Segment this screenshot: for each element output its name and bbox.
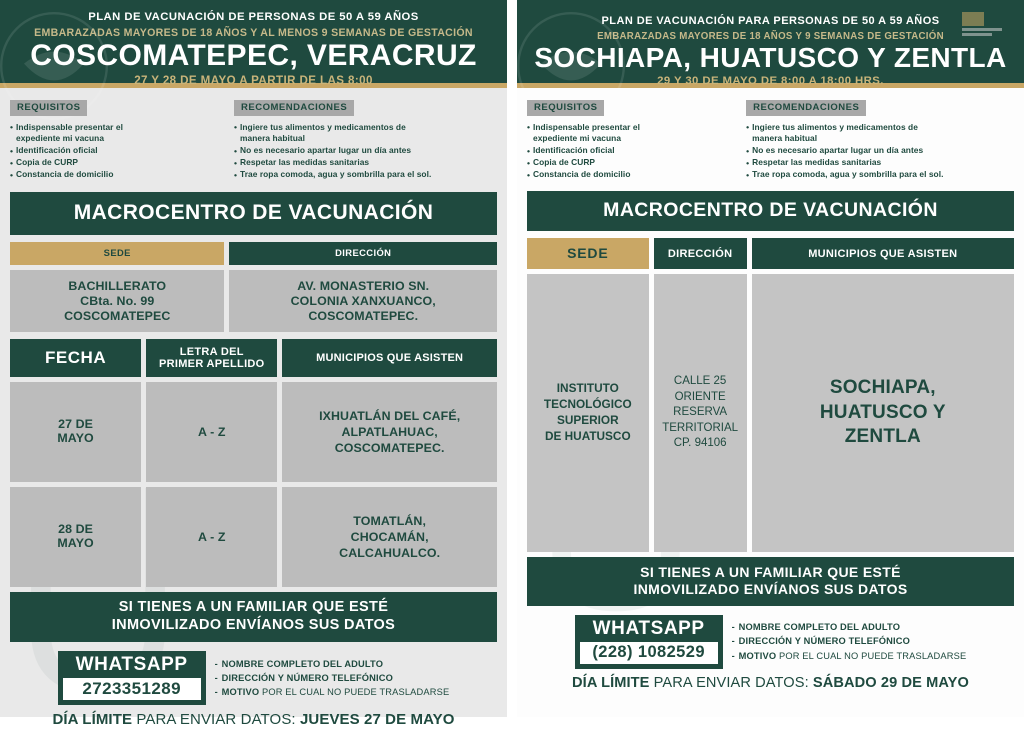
column-header-letra: LETRA DEL PRIMER APELLIDO — [146, 339, 277, 377]
table-row — [10, 270, 497, 332]
list-item: • Trae ropa comoda, agua y sombrilla para el sol. — [746, 169, 1014, 181]
sede-table — [527, 238, 1014, 552]
recomendaciones-block — [234, 97, 497, 181]
requisitos-block — [527, 97, 746, 181]
deadline-text: PARA ENVIAR DATOS: — [649, 674, 813, 691]
requisitos-title: REQUISITOS — [10, 100, 87, 116]
list-item: expediente mi vacuna — [16, 133, 105, 144]
list-item: • Ingiere tus alimentos y medicamentos de — [746, 122, 1014, 134]
list-item — [732, 620, 967, 634]
column-header-fecha: FECHA — [10, 339, 141, 377]
list-item: manera habitual — [240, 133, 305, 144]
item-bold: NOMBRE COMPLETO DEL ADULTO — [221, 658, 384, 669]
whatsapp-box[interactable] — [575, 615, 723, 669]
column-header-direccion: DIRECCIÓN — [654, 238, 747, 269]
macrocentro-banner: MACROCENTRO DE VACUNACIÓN — [10, 192, 497, 235]
header-city: COSCOMATEPEC, VERACRUZ — [30, 39, 477, 73]
header-line-1: PLAN DE VACUNACIÓN DE PERSONAS DE 50 A 59 AÑOS — [88, 11, 419, 23]
whatsapp-instructions — [215, 657, 450, 700]
list-item — [215, 671, 450, 685]
info-row — [527, 88, 1014, 181]
cell-municipios: TOMATLÁN, CHOCAMÁN, CALCAHUALCO. — [282, 487, 497, 587]
whatsapp-label: WHATSAPP — [75, 653, 188, 675]
cell-municipios: SOCHIAPA, HUATUSCO Y ZENTLA — [752, 274, 1014, 552]
cell-direccion: CALLE 25 ORIENTE RESERVA TERRITORIAL CP. 94106 — [654, 274, 747, 552]
table-header-row — [10, 339, 497, 377]
cell-fecha: 28 DE MAYO — [10, 487, 141, 587]
list-item: • Identificación oficial — [527, 145, 746, 157]
item-bold: DIRECCIÓN Y NÚMERO TELEFÓNICO — [738, 636, 911, 647]
list-item: • Indispensable presentar el — [10, 122, 234, 134]
list-item: • No es necesario apartar lugar un día antes — [746, 145, 1014, 157]
whatsapp-box[interactable] — [58, 651, 206, 705]
whatsapp-row — [10, 651, 497, 705]
list-item — [732, 649, 967, 663]
cell-sede: INSTITUTO TECNOLÓGICO SUPERIOR DE HUATUSCO — [527, 274, 649, 552]
item-normal: POR EL CUAL NO PUEDE TRASLADARSE — [776, 650, 967, 661]
deadline-line — [527, 675, 1014, 697]
info-row — [10, 88, 497, 181]
header-dates: 27 Y 28 DE MAYO A PARTIR DE LAS 8:00 — [134, 73, 373, 87]
list-item: • Constancia de domicilio — [527, 169, 746, 181]
table-row — [10, 382, 497, 482]
table-header-row — [527, 238, 1014, 269]
deadline-date: JUEVES 27 DE MAYO — [299, 711, 455, 729]
list-item: expediente mi vacuna — [533, 133, 622, 144]
macrocentro-banner: MACROCENTRO DE VACUNACIÓN — [527, 191, 1014, 231]
poster-body — [517, 88, 1024, 717]
deadline-label: DÍA LÍMITE — [52, 711, 133, 729]
poster-sochiapa — [517, 0, 1024, 717]
whatsapp-row — [527, 615, 1014, 669]
list-item: • Identificación oficial — [10, 145, 234, 157]
familiar-banner: SI TIENES A UN FAMILIAR QUE ESTÉ INMOVILIZADO ENVÍANOS SUS DATOS — [10, 592, 497, 642]
item-bold: DIRECCIÓN Y NÚMERO TELEFÓNICO — [221, 672, 394, 683]
header-dates: 29 Y 30 DE MAYO DE 8:00 A 18:00 HRS. — [657, 75, 884, 88]
item-bold: MOTIVO — [221, 687, 260, 698]
whatsapp-instructions — [732, 620, 967, 663]
list-item: • Copia de CURP — [527, 157, 746, 169]
list-item: • Trae ropa comoda, agua y sombrilla para el sol. — [234, 169, 497, 181]
list-item: • Indispensable presentar el — [527, 122, 746, 134]
recomendaciones-title: RECOMENDACIONES — [234, 100, 354, 116]
deadline-line — [10, 711, 497, 734]
sede-table — [10, 242, 497, 332]
column-header-sede: SEDE — [10, 242, 224, 265]
recomendaciones-block — [746, 97, 1014, 181]
cell-letra: A - Z — [146, 382, 277, 482]
panel-divider — [507, 0, 517, 717]
column-header-direccion: DIRECCIÓN — [229, 242, 497, 265]
column-header-municipios: MUNICIPIOS QUE ASISTEN — [752, 238, 1014, 269]
table-row — [527, 274, 1014, 552]
recomendaciones-list — [746, 122, 1014, 182]
item-normal: POR EL CUAL NO PUEDE TRASLADARSE — [259, 687, 450, 698]
header-line-2: EMBARAZADAS MAYORES DE 18 AÑOS Y 9 SEMANAS DE GESTACIÓN — [597, 30, 944, 42]
list-item: • No es necesario apartar lugar un día antes — [234, 145, 497, 157]
requisitos-list — [10, 122, 234, 182]
cell-municipios: IXHUATLÁN DEL CAFÉ, ALPATLAHUAC, COSCOMATEPEC. — [282, 382, 497, 482]
cell-fecha: 27 DE MAYO — [10, 382, 141, 482]
poster-coscomatepec — [0, 0, 507, 729]
column-header-sede: SEDE — [527, 238, 649, 269]
list-item: • Ingiere tus alimentos y medicamentos de — [234, 122, 497, 134]
list-item — [732, 634, 967, 648]
cell-direccion: AV. MONASTERIO SN. COLONIA XANXUANCO, COSCOMATEPEC. — [229, 270, 497, 332]
item-bold: NOMBRE COMPLETO DEL ADULTO — [738, 622, 901, 633]
whatsapp-label: WHATSAPP — [592, 617, 705, 639]
header-line-2: EMBARAZADAS MAYORES DE 18 AÑOS Y AL MENOS 9 SEMANAS DE GESTACIÓN — [34, 26, 473, 39]
header-city: SOCHIAPA, HUATUSCO Y ZENTLA — [534, 41, 1007, 73]
recomendaciones-list — [234, 122, 497, 182]
list-item — [215, 685, 450, 699]
poster-header — [0, 0, 507, 88]
whatsapp-number[interactable]: 2723351289 — [63, 678, 201, 701]
requisitos-title: REQUISITOS — [527, 100, 604, 116]
list-item: • Constancia de domicilio — [10, 169, 234, 181]
list-item: manera habitual — [752, 133, 818, 144]
cell-sede: BACHILLERATO CBta. No. 99 COSCOMATEPEC — [10, 270, 224, 332]
cell-letra: A - Z — [146, 487, 277, 587]
familiar-banner: SI TIENES A UN FAMILIAR QUE ESTÉ INMOVILIZADO ENVÍANOS SUS DATOS — [527, 557, 1014, 606]
list-item: • Respetar las medidas sanitarias — [234, 157, 497, 169]
header-line-1: PLAN DE VACUNACIÓN PARA PERSONAS DE 50 A 59 AÑOS — [601, 15, 940, 27]
schedule-table — [10, 339, 497, 587]
list-item: • Respetar las medidas sanitarias — [746, 157, 1014, 169]
deadline-date: SÁBADO 29 DE MAYO — [812, 674, 969, 691]
list-item — [215, 657, 450, 671]
poster-body — [0, 88, 507, 734]
table-row — [10, 487, 497, 587]
table-header-row — [10, 242, 497, 265]
column-header-municipios: MUNICIPIOS QUE ASISTEN — [282, 339, 497, 377]
deadline-label: DÍA LÍMITE — [572, 674, 650, 691]
item-bold: MOTIVO — [738, 650, 777, 661]
requisitos-block — [10, 97, 234, 181]
deadline-text: PARA ENVIAR DATOS: — [132, 711, 300, 729]
recomendaciones-title: RECOMENDACIONES — [746, 100, 866, 116]
whatsapp-number[interactable]: (228) 1082529 — [580, 642, 718, 664]
list-item: • Copia de CURP — [10, 157, 234, 169]
requisitos-list — [527, 122, 746, 182]
poster-header — [517, 0, 1024, 88]
